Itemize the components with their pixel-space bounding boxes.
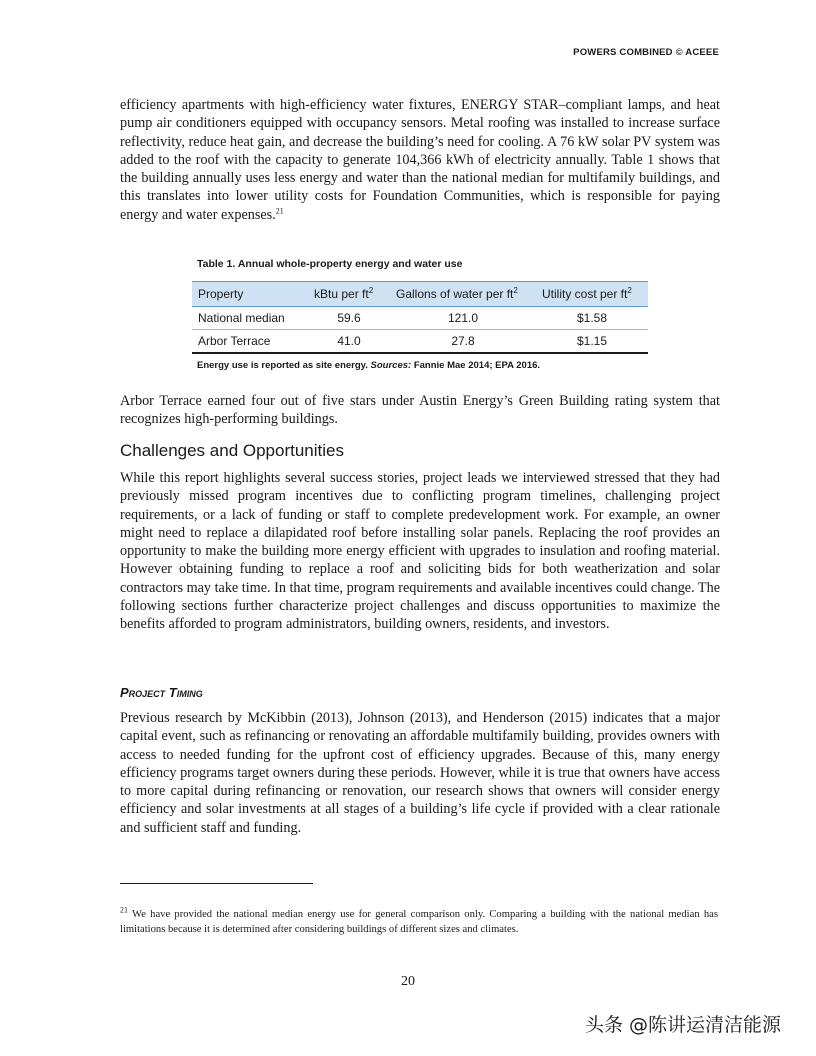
footnote-number: 21	[120, 905, 128, 915]
cell-kbtu: 59.6	[308, 307, 390, 330]
footnote: $^{21}$ We have provided the national median energy use for general comparison only. Comparing a building with the national median has limitations because it is determined after considering buildings of different sizes and climates.	[120, 905, 718, 935]
footnote-ref[interactable]: 21	[275, 206, 284, 216]
intro-text: efficiency apartments with high-efficiency water fixtures, ENERGY STAR–compliant lamps, and heat pump air conditioners equipped with occupancy sensors. Metal roofing was installed to increase surface reflectivity, reduce heat gain, and decrease the building’s need for cooling. A 76 kW solar PV system was added to the roof with the capacity to generate 104,366 kWh of electricity annually. Table 1 shows that the building annually uses less energy and water than the national median for multifamily buildings, and this translates into lower utility costs for Foundation Communities, which is responsible for paying energy and water expenses.	[120, 97, 720, 223]
cell-kbtu: 41.0	[308, 330, 390, 354]
table-header-row	[192, 282, 648, 307]
rating-paragraph: Arbor Terrace earned four out of five stars under Austin Energy’s Green Building rating system that recognizes high-performing buildings.	[120, 393, 720, 428]
cell-gallons: 27.8	[390, 330, 536, 354]
cell-gallons: 121.0	[390, 307, 536, 330]
header-gallons: Gallons of water per $ft^2$	[390, 282, 536, 307]
energy-water-table	[192, 281, 648, 354]
header-property: Property	[192, 282, 308, 307]
footnote-divider	[120, 883, 313, 884]
cell-utility-cost: $1.58	[536, 307, 648, 330]
cell-utility-cost: $1.15	[536, 330, 648, 354]
timing-paragraph: Previous research by McKibbin (2013), Johnson (2013), and Henderson (2015) indicates that a major capital event, such as refinancing or renovating an affordable multifamily building, provides owners with access to needed funding for the upfront cost of efficiency upgrades. Because of this, many energy efficiency programs target owners during these periods. However, while it is true that owners have access to more capital during refinancing or renovation, our research shows that owners will consider energy efficiency and solar investments at all stages of a building’s life cycle if provided with a clear rationale and sufficient staff and funding.	[120, 710, 720, 836]
header-utility-cost: Utility cost per $ft^2$	[536, 282, 648, 307]
running-header: POWERS COMBINED © ACEEE	[573, 47, 719, 58]
table-note: Energy use is reported as site energy. Sources: Fannie Mae 2014; EPA 2016.	[197, 360, 541, 371]
subsection-heading: Project Timing	[120, 685, 203, 700]
cell-property: National median	[192, 307, 308, 330]
challenges-paragraph: While this report highlights several success stories, project leads we interviewed stressed that they had previously missed program incentives due to conflicting program timelines, challenging project requirements, or a lack of funding or staff to complete predevelopment work. For example, an owner might need to replace a dilapidated roof before installing solar panels. Replacing the roof provides an opportunity to make the building more energy efficient with upgrades to insulation and roofing material. However obtaining funding to replace a roof and soliciting bids for both weatherization and solar contractors may take time. In that time, program requirements and available incentives could change. The following sections further characterize project challenges and discuss opportunities to maximize the benefits afforded to program administrators, building owners, residents, and investors.	[120, 470, 720, 633]
table-caption: Table 1. Annual whole-property energy and water use	[197, 258, 463, 270]
header-kbtu: kBtu per $ft^2$	[308, 282, 390, 307]
source-watermark: 头条 @陈讲运清洁能源	[585, 1014, 782, 1036]
page-number: 20	[401, 974, 415, 989]
table-row	[192, 307, 648, 330]
intro-paragraph	[120, 96, 720, 224]
cell-property: Arbor Terrace	[192, 330, 308, 354]
section-heading: Challenges and Opportunities	[120, 441, 344, 460]
sources-label: Sources:	[370, 360, 412, 371]
table-row	[192, 330, 648, 354]
